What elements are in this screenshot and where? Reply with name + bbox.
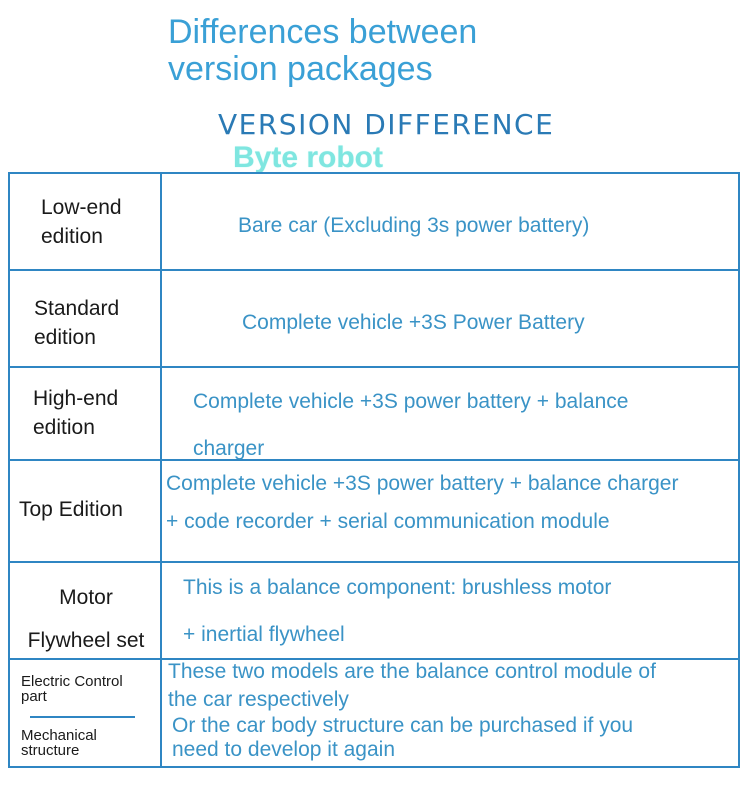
row-name-low-end: Low-end edition bbox=[41, 196, 122, 248]
sub-divider bbox=[30, 716, 135, 718]
row-name-high-end: High-end edition bbox=[33, 387, 119, 439]
row-name-standard: Standard edition bbox=[34, 297, 120, 349]
row-divider bbox=[10, 366, 738, 368]
row-desc-low-end: Bare car (Excluding 3s power battery) bbox=[238, 214, 590, 237]
row-name-mechanical: Mechanical structure bbox=[21, 727, 97, 759]
row-name-electric-control: Electric Control part bbox=[21, 673, 123, 705]
row-desc-motor: This is a balance component: brushless motor + inertial flywheel bbox=[183, 576, 612, 646]
column-divider bbox=[160, 174, 162, 766]
row-desc-electric-mechanical: These two models are the balance control module of the car respectively Or the car body structure can be purchased if you need to develop it again bbox=[168, 660, 656, 761]
row-name-motor: Motor Flywheel set bbox=[27, 586, 145, 652]
row-desc-high-end: Complete vehicle +3S power battery + balance charger bbox=[193, 390, 629, 460]
row-divider bbox=[10, 561, 738, 563]
page-title bbox=[168, 14, 477, 88]
version-table bbox=[8, 172, 740, 768]
page-subtitle: VERSION DIFFERENCE bbox=[218, 108, 555, 141]
row-name-top: Top Edition bbox=[19, 498, 123, 521]
row-divider bbox=[10, 269, 738, 271]
row-desc-top: Complete vehicle +3S power battery + balance charger + code recorder + serial communication module bbox=[166, 472, 679, 533]
brand-name: Byte robot bbox=[233, 141, 383, 174]
title-line-1: Differences between bbox=[168, 13, 478, 51]
title-line-2: version packages bbox=[168, 50, 433, 88]
row-desc-standard: Complete vehicle +3S Power Battery bbox=[242, 311, 585, 334]
